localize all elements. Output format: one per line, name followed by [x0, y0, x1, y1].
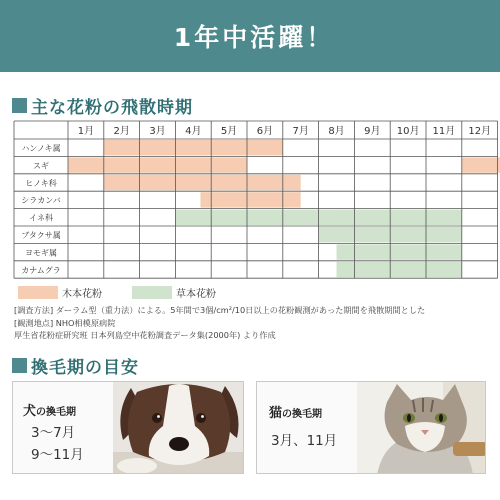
pollen-row-label: ハンノキ属	[21, 144, 61, 153]
cat-period: 3月、11月	[271, 433, 338, 449]
legend-swatch-grass	[132, 286, 172, 299]
legend-item-grass	[132, 285, 216, 300]
legend-label-grass: 草本花粉	[176, 289, 216, 300]
pollen-row-label: イネ科	[29, 213, 53, 223]
month-tick-label: 6月	[256, 126, 274, 137]
dog-period	[31, 422, 84, 466]
cat-label: 猫	[269, 406, 283, 421]
month-tick-label: 9月	[364, 126, 381, 137]
cat-label-suffix: の換毛期	[282, 409, 323, 420]
dog-shedding-card	[12, 381, 244, 474]
dog-label-suffix: の換毛期	[36, 407, 77, 418]
page-title: 1年中活躍！	[173, 23, 335, 52]
pollen-row-label: シラカンバ	[21, 196, 61, 206]
cat-card-label	[269, 402, 322, 421]
month-tick-label: 11月	[432, 126, 456, 137]
dog-photo	[113, 382, 244, 474]
dog-period-2: 9〜11月	[31, 447, 84, 463]
month-tick-label: 8月	[328, 126, 345, 137]
pollen-period-bar	[104, 175, 301, 190]
cat-shedding-card	[256, 381, 486, 474]
chart-legend	[18, 285, 246, 300]
survey-notes	[14, 304, 425, 342]
note-line: [観測地点] NHO相模原病院	[14, 317, 116, 328]
cat-photo	[357, 382, 486, 474]
dog-card-label	[23, 400, 76, 419]
month-tick-label: 1月	[77, 126, 95, 137]
note-line: 厚生省花粉症研究班 日本列島空中花粉調査データ集(2000年) より作成	[14, 330, 276, 341]
pollen-period-bar	[337, 262, 462, 277]
note-line: [調査方法] ダーラム型（重力法）による。5年間で3個/cm²/10日以上の花粉観測があった期間を飛散期間とした	[14, 305, 426, 315]
pollen-period-bar	[175, 210, 354, 225]
pollen-row-label: ブタクサ属	[21, 231, 61, 240]
shedding-section-title: 換毛期の目安	[31, 358, 139, 378]
dog-period-1: 3〜7月	[31, 425, 76, 441]
month-tick-label: 10月	[396, 126, 420, 137]
pollen-row-label: ヨモギ属	[25, 248, 57, 258]
pollen-period-bar	[337, 210, 462, 225]
pollen-period-bar	[337, 244, 462, 259]
legend-swatch-tree	[18, 286, 58, 299]
legend-item-tree	[18, 285, 102, 300]
pollen-row-label: カナムグラ	[21, 265, 61, 275]
month-tick-label: 3月	[149, 126, 166, 137]
month-tick-label: 4月	[185, 126, 202, 137]
section-marker-icon	[12, 358, 27, 373]
month-tick-label: 7月	[292, 126, 309, 137]
pollen-period-bar	[104, 140, 283, 155]
shedding-section-heading	[12, 353, 139, 378]
pollen-period-bar	[462, 157, 500, 172]
pollen-period-bar	[68, 157, 104, 172]
pollen-section-title: 主な花粉の飛散時期	[31, 98, 193, 118]
month-tick-label: 2月	[113, 126, 130, 137]
pollen-row-label: ヒノキ科	[25, 178, 57, 188]
dog-label: 犬	[23, 404, 37, 419]
pollen-row-label: スギ	[33, 161, 49, 171]
month-tick-label: 12月	[468, 126, 492, 137]
pollen-period-bar	[200, 192, 300, 207]
legend-label-tree: 木本花粉	[62, 289, 102, 300]
month-tick-label: 5月	[220, 126, 238, 137]
